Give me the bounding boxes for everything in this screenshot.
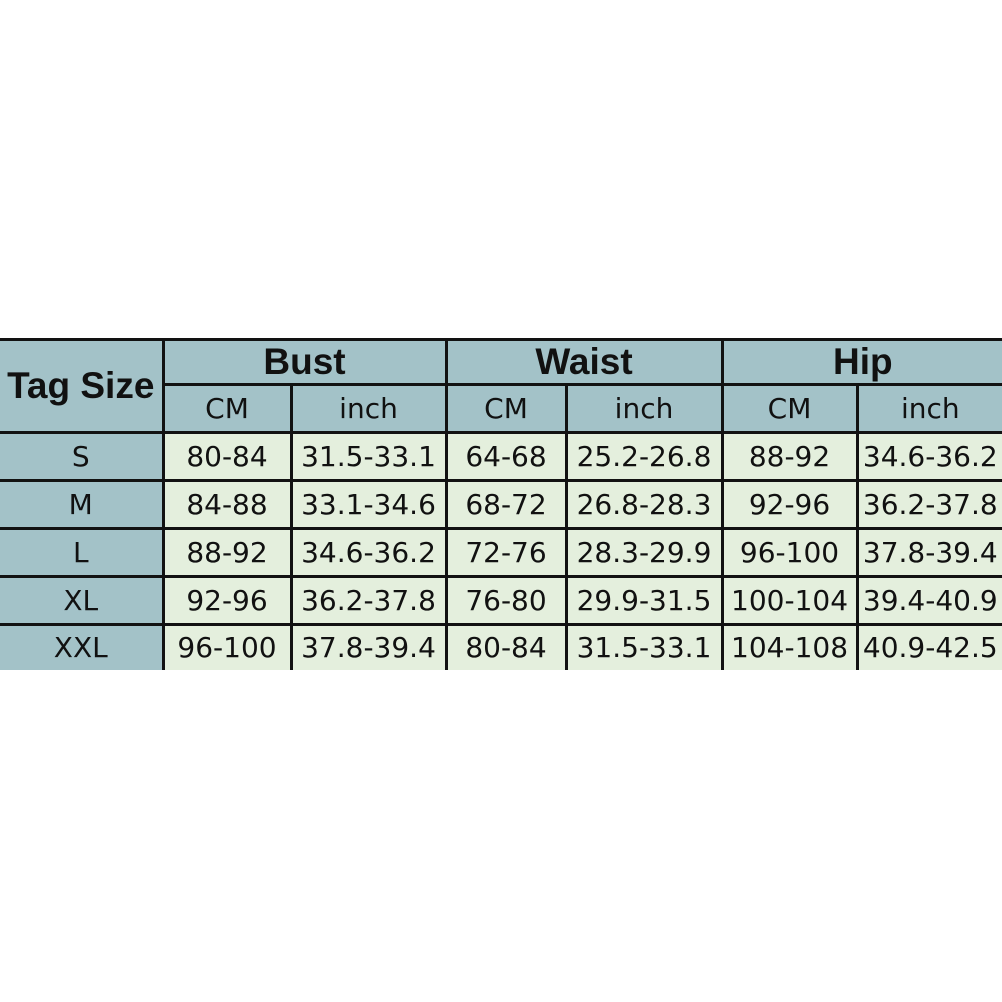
row-label-xl: XL	[0, 577, 163, 625]
group-header-hip: Hip	[722, 340, 1002, 385]
measurement-cell: 80-84	[446, 625, 566, 670]
measurement-cell: 26.8-28.3	[566, 481, 722, 529]
measurement-cell: 92-96	[163, 577, 291, 625]
subheader-bust-inch: inch	[291, 385, 446, 433]
subheader-hip-inch: inch	[857, 385, 1002, 433]
measurement-cell: 40.9-42.5	[857, 625, 1002, 670]
group-header-row	[0, 340, 1002, 385]
measurement-cell: 96-100	[163, 625, 291, 670]
measurement-cell: 39.4-40.9	[857, 577, 1002, 625]
measurement-cell: 92-96	[722, 481, 857, 529]
row-label-xxl: XXL	[0, 625, 163, 670]
row-label-s: S	[0, 433, 163, 481]
row-label-m: M	[0, 481, 163, 529]
table-row-m	[0, 481, 1002, 529]
subheader-bust-cm: CM	[163, 385, 291, 433]
subheader-waist-cm: CM	[446, 385, 566, 433]
measurement-cell: 88-92	[722, 433, 857, 481]
subheader-waist-inch: inch	[566, 385, 722, 433]
measurement-cell: 84-88	[163, 481, 291, 529]
measurement-cell: 36.2-37.8	[291, 577, 446, 625]
measurement-cell: 31.5-33.1	[291, 433, 446, 481]
measurement-cell: 76-80	[446, 577, 566, 625]
measurement-cell: 28.3-29.9	[566, 529, 722, 577]
measurement-cell: 100-104	[722, 577, 857, 625]
measurement-cell: 37.8-39.4	[291, 625, 446, 670]
measurement-cell: 31.5-33.1	[566, 625, 722, 670]
measurement-cell: 37.8-39.4	[857, 529, 1002, 577]
measurement-cell: 34.6-36.2	[857, 433, 1002, 481]
corner-header-tag-size: Tag Size	[0, 340, 163, 433]
measurement-cell: 64-68	[446, 433, 566, 481]
table-row-l	[0, 529, 1002, 577]
measurement-cell: 80-84	[163, 433, 291, 481]
measurement-cell: 88-92	[163, 529, 291, 577]
measurement-cell: 34.6-36.2	[291, 529, 446, 577]
table-row-xl	[0, 577, 1002, 625]
table-row-xxl	[0, 625, 1002, 670]
size-chart-table	[0, 338, 1002, 670]
measurement-cell: 72-76	[446, 529, 566, 577]
group-header-bust: Bust	[163, 340, 446, 385]
measurement-cell: 36.2-37.8	[857, 481, 1002, 529]
measurement-cell: 25.2-26.8	[566, 433, 722, 481]
measurement-cell: 104-108	[722, 625, 857, 670]
measurement-cell: 29.9-31.5	[566, 577, 722, 625]
measurement-cell: 33.1-34.6	[291, 481, 446, 529]
group-header-waist: Waist	[446, 340, 722, 385]
measurement-cell: 68-72	[446, 481, 566, 529]
row-label-l: L	[0, 529, 163, 577]
subheader-hip-cm: CM	[722, 385, 857, 433]
measurement-cell: 96-100	[722, 529, 857, 577]
table-row-s	[0, 433, 1002, 481]
